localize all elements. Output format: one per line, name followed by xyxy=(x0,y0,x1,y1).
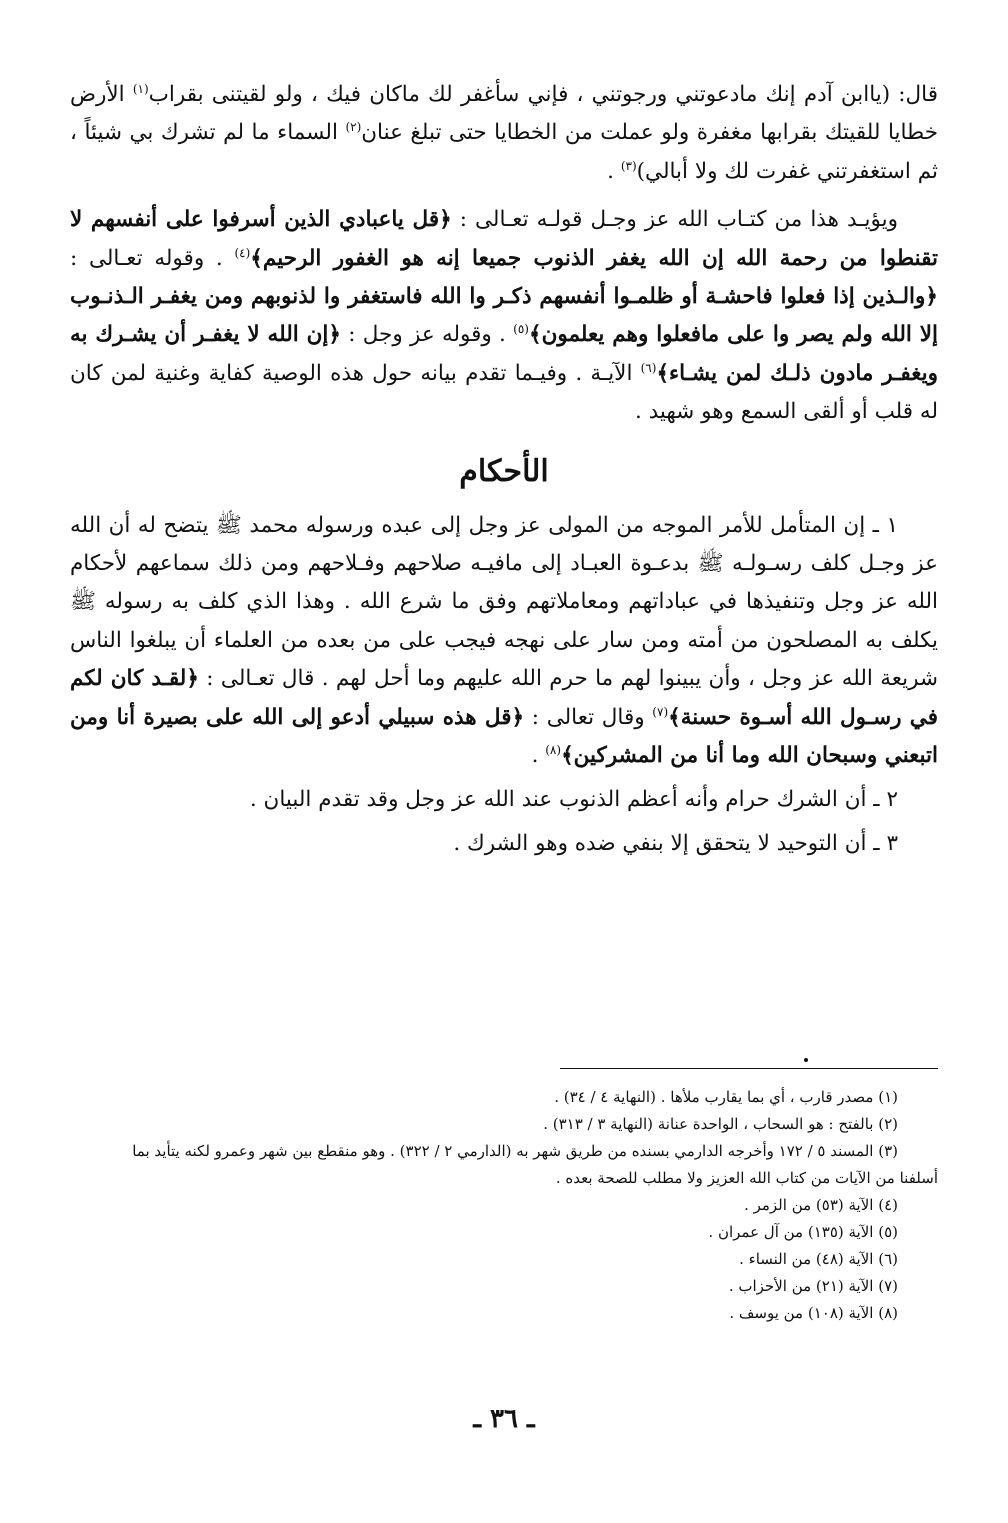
text: . وقوله تعـالى : xyxy=(70,245,235,271)
footnote-ref-1[interactable]: (١) xyxy=(132,81,149,96)
footnote-ref-8[interactable]: (٨) xyxy=(545,742,562,757)
text: الأرض خطايا للقيتك بقرابها مغفرة ولو عملت من الخطايا حتى تبلغ عنان xyxy=(70,82,938,146)
footnote-ref-5[interactable]: (٥) xyxy=(513,322,529,337)
footnote-ref-3[interactable]: (٣) xyxy=(620,158,637,173)
page-number: ـ ٣٦ ـ xyxy=(473,1404,535,1434)
footnote-7: (٧) الآية (٢١) من الأحزاب . xyxy=(728,1277,898,1295)
footnote-3-continued: أسلفنا من الآيات من كتاب الله العزيز ولا مطلب للصحة بعده . xyxy=(555,1169,938,1187)
text: السماء ما لم تشرك بي شيئاً ، ثم استغفرتني غفرت لك ولا أبالي) xyxy=(70,120,938,184)
paragraph-quran-support xyxy=(70,201,938,431)
footnote-2: (٢) بالفتح : هو السحاب ، الواحدة عنانة (النهاية ٣ / ٣١٣) . xyxy=(543,1115,898,1133)
quran-verse: ﴿إن الله لا يغفـر أن يشـرك به ويغفـر مادون ذلـك لمن يشـاء﴾ xyxy=(70,322,938,386)
footnote-ref-2[interactable]: (٢) xyxy=(345,120,362,135)
text: . وقوله عز وجل : xyxy=(341,322,514,348)
ruling-item-3: ٣ ـ أن التوحيد لا يتحقق إلا بنفي ضده وهو الشرك . xyxy=(453,830,898,856)
text: ١ ـ إن المتأمل للأمر الموجه من المولى عز وجل إلى عبده ورسوله محمد ﷺ يتضح له أن الله عز وجـل كلف رسـولـه ﷺ بدعـوة العبـاد إلى مافيـه صلاحهم وفـلاحهم ومن ذلك سماعهم لأحكام الله عز وجل وتنفيذها في عباداتهم ومعاملاتهم وفق ما شرع الله . وهذا الذي كلف به رسوله ﷺ يكلف به المصلحون من أمته ومن سار على نهجه فيجب على من بعده من العلماء أن يبلغوا الناس شريعة الله عز وجل ، وأن يبينوا لهم ما حرم الله عليهم وما أحل لهم . قال تعـالى : xyxy=(70,512,938,692)
footnotes xyxy=(78,1084,938,1327)
section-heading xyxy=(70,454,938,489)
footnote-ref-4[interactable]: (٤) xyxy=(234,245,251,260)
quran-verse: ﴿والـذين إذا فعلوا فاحشـة أو ظلمـوا أنفسهم ذكـر وا الله فاستغفر وا لذنوبهم ومن يغفـر الـذنـوب إلا الله ولم يصر وا على مافعلوا وهم يعلمون﴾ xyxy=(70,284,938,348)
footnote-5: (٥) الآية (١٣٥) من آل عمران . xyxy=(708,1223,898,1241)
ruling-item-2: ٢ ـ أن الشرك حرام وأنه أعظم الذنوب عند الله عز وجل وقد تقدم البيان . xyxy=(249,786,898,812)
footnote-3: (٣) المسند ٥ / ١٧٢ وأخرجه الدارمي بسنده من طريق شهر به (الدارمي ٢ / ٣٢٢) . وهو منقطع بين شهر وعمرو لكنه يتأيد بما xyxy=(132,1142,898,1160)
text: ويؤيـد هذا من كتـاب الله عز وجـل قولـه تعـالى : xyxy=(451,207,898,233)
heading-text: الأحكام xyxy=(459,453,549,489)
text: قال: (ياابن آدم إنك مادعوتني ورجوتني ، فإني سأغفر لك ماكان فيك ، ولو لقيتنى بقراب xyxy=(148,82,938,107)
quran-verse: ﴿لقـد كان لكم في رسـول الله أسـوة حسنة﴾ xyxy=(70,666,939,730)
page-body xyxy=(70,76,938,864)
footnote-1: (١) مصدر قارب ، أي بما يقارب ملأها . (النهاية ٤ / ٣٤) . xyxy=(554,1088,898,1106)
footnote-6: (٦) الآية (٤٨) من النساء . xyxy=(739,1250,898,1268)
footnote-ref-7[interactable]: (٧) xyxy=(652,704,669,719)
text: الآيـة . وفيـما تقدم بيانه حول هذه الوصية كفاية وغنية لمن كان له قلب أو ألقى السمع وهو شهيد . xyxy=(70,360,938,425)
text: وقال تعالى : xyxy=(524,704,653,730)
footnote-8: (٨) الآية (١٠٨) من يوسف . xyxy=(729,1304,898,1322)
quran-verse: ﴿قل هذه سبيلي أدعو إلى الله على بصيرة أنا ومن اتبعني وسبحان الله وما أنا من المشركين﴾ xyxy=(70,704,938,769)
footnote-4: (٤) الآية (٥٣) من الزمر . xyxy=(744,1196,898,1214)
quran-verse: ﴿قل ياعبادي الذين أسرفوا على أنفسهم لا تقنطوا من رحمة الله إن الله يغفر الذنوب جميعا إنه هو الغفور الرحيم﴾ xyxy=(70,207,938,271)
text: . xyxy=(607,158,621,184)
footnote-divider xyxy=(560,1068,938,1069)
ruling-item-1 xyxy=(70,507,938,776)
footnote-ref-6[interactable]: (٦) xyxy=(640,360,657,375)
text: . xyxy=(531,743,546,769)
paragraph-hadith xyxy=(70,76,938,191)
footnote-marker-dot xyxy=(804,1058,808,1062)
